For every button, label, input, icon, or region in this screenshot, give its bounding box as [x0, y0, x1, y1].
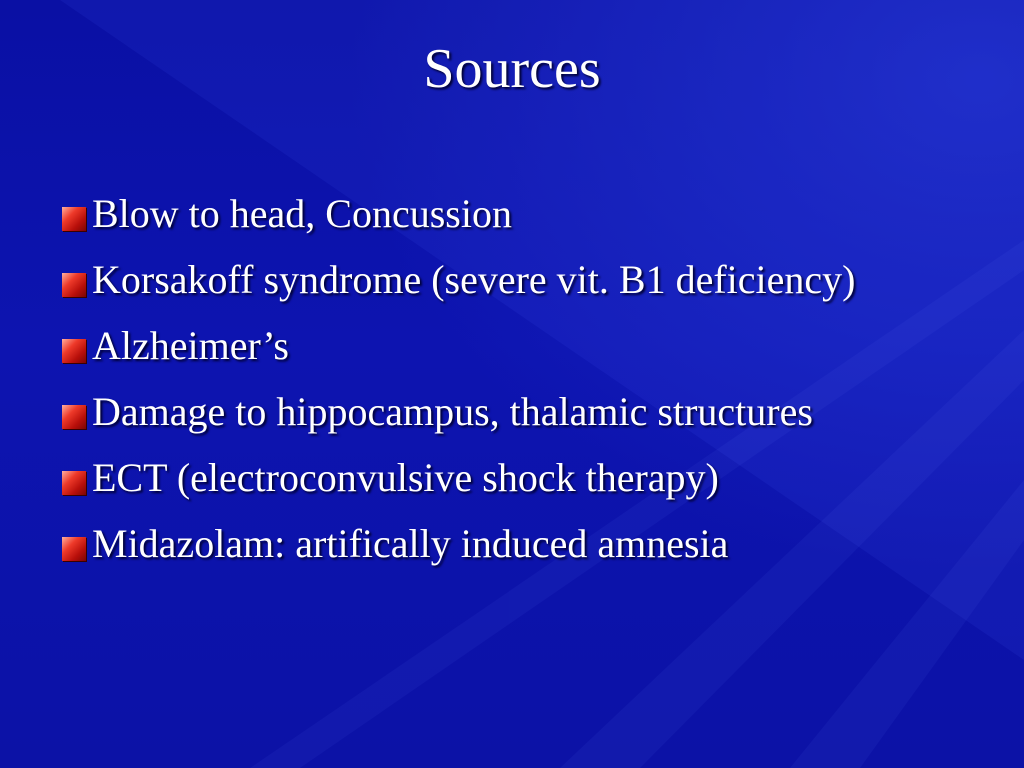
bullet-text: Korsakoff syndrome (severe vit. B1 deficiency) — [92, 257, 856, 302]
bullet-item-ect — [56, 452, 956, 504]
red-square-bullet-icon — [62, 207, 86, 231]
red-square-bullet-icon — [62, 405, 86, 429]
bullet-text: Alzheimer’s — [92, 323, 289, 368]
bullet-text: Blow to head, Concussion — [92, 191, 512, 236]
bullet-item-midazolam — [56, 518, 956, 570]
slide-title: Sources — [423, 38, 601, 100]
bullet-text: Midazolam: artifically induced amnesia — [92, 521, 729, 566]
bullet-list — [56, 188, 956, 584]
bullet-item-hippocampus — [56, 386, 956, 438]
bullet-item-korsakoff — [56, 254, 956, 306]
red-square-bullet-icon — [62, 273, 86, 297]
bullet-text: ECT (electroconvulsive shock therapy) — [92, 455, 719, 500]
red-square-bullet-icon — [62, 339, 86, 363]
red-square-bullet-icon — [62, 471, 86, 495]
bullet-item-alzheimers — [56, 320, 956, 372]
bullet-item-concussion — [56, 188, 956, 240]
red-square-bullet-icon — [62, 537, 86, 561]
bullet-text: Damage to hippocampus, thalamic structures — [92, 389, 813, 434]
